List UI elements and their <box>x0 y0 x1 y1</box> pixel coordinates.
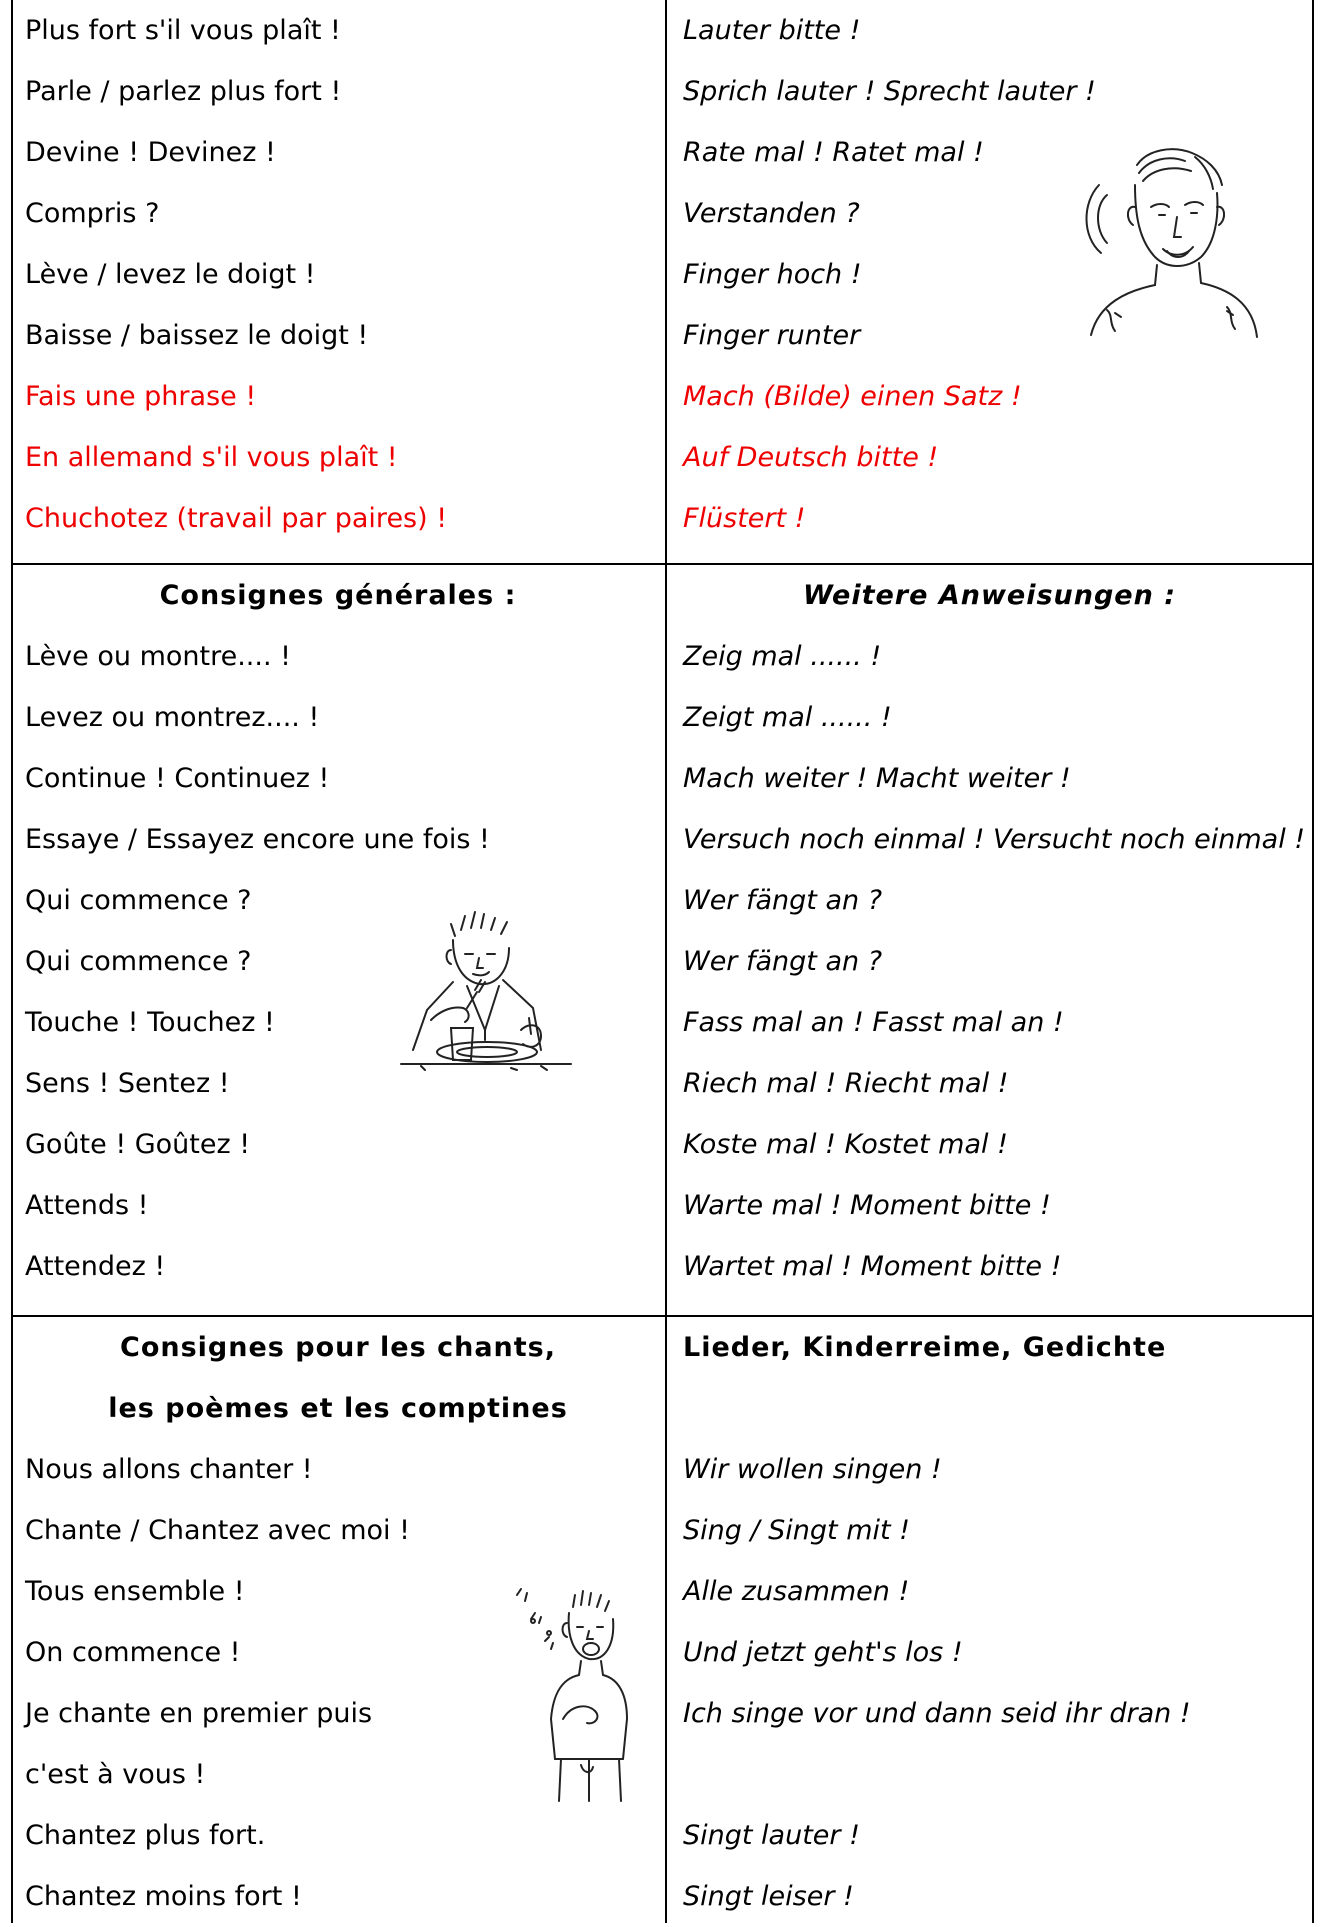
s3-right-line: Alle zusammen ! <box>683 1576 910 1607</box>
s1-left-line: Parle / parlez plus fort ! <box>25 76 342 107</box>
s2-left-line: Levez ou montrez.... ! <box>25 702 320 733</box>
s2-right-line: Mach weiter ! Macht weiter ! <box>683 763 1071 794</box>
s2-left-line: Touche ! Touchez ! <box>25 1007 275 1038</box>
section2-left-cell <box>11 565 665 1315</box>
section3-left-cell <box>11 1317 665 1923</box>
s1-right-line: Rate mal ! Ratet mal ! <box>683 137 984 168</box>
s2-left-line: Essaye / Essayez encore une fois ! <box>25 824 490 855</box>
s1-right-line: Auf Deutsch bitte ! <box>683 442 939 473</box>
s3-right-line: Wir wollen singen ! <box>683 1454 942 1485</box>
s2-right-line: Wer fängt an ? <box>683 885 883 916</box>
s3-right-line: Sing / Singt mit ! <box>683 1515 911 1546</box>
s1-left-line: Fais une phrase ! <box>25 381 257 412</box>
s1-right-line: Finger runter <box>683 320 861 351</box>
s1-left-line: Lève / levez le doigt ! <box>25 259 316 290</box>
s1-left-line: Plus fort s'il vous plaît ! <box>25 15 341 46</box>
s2-left-line: Sens ! Sentez ! <box>25 1068 230 1099</box>
s3-right-line: Und jetzt geht's los ! <box>683 1637 963 1668</box>
s2-left-line: Lève ou montre.... ! <box>25 641 291 672</box>
speaking-boy-icon <box>1077 145 1267 355</box>
eating-boy-icon <box>391 910 581 1080</box>
s3-left-header-2: les poèmes et les comptines <box>108 1393 568 1424</box>
s2-left-line: Qui commence ? <box>25 946 252 977</box>
s3-right-header: Lieder, Kinderreime, Gedichte <box>683 1332 1167 1363</box>
s2-left-line: Goûte ! Goûtez ! <box>25 1129 251 1160</box>
s3-right-line: Singt leiser ! <box>683 1881 854 1912</box>
s3-left-line: Chante / Chantez avec moi ! <box>25 1515 410 1546</box>
s3-left-line: Tous ensemble ! <box>25 1576 245 1607</box>
section3-right-cell <box>667 1317 1312 1923</box>
s1-right-line: Mach (Bilde) einen Satz ! <box>683 381 1022 412</box>
s1-right-line: Finger hoch ! <box>683 259 862 290</box>
section2-right-cell <box>667 565 1312 1315</box>
s2-right-header: Weitere Anweisungen : <box>802 580 1177 611</box>
table-border-right <box>1312 0 1314 1923</box>
s2-right-line: Riech mal ! Riecht mal ! <box>683 1068 1009 1099</box>
section1-right-cell <box>667 0 1312 563</box>
s2-right-line: Wartet mal ! Moment bitte ! <box>683 1251 1062 1282</box>
s2-right-line: Versuch noch einmal ! Versucht noch einmal ! <box>683 824 1306 855</box>
section1-left-cell <box>11 0 665 563</box>
s2-right-line: Fass mal an ! Fasst mal an ! <box>683 1007 1064 1038</box>
singing-boy-icon <box>511 1579 641 1809</box>
s2-left-line: Qui commence ? <box>25 885 252 916</box>
s1-left-line: Compris ? <box>25 198 160 229</box>
s2-right-line: Koste mal ! Kostet mal ! <box>683 1129 1008 1160</box>
s2-right-line: Zeig mal ...... ! <box>683 641 882 672</box>
s2-left-line: Attends ! <box>25 1190 149 1221</box>
s1-right-line: Flüstert ! <box>683 503 806 534</box>
s3-left-line: Je chante en premier puis <box>25 1698 373 1729</box>
s1-left-line: Chuchotez (travail par paires) ! <box>25 503 448 534</box>
s1-left-line: Baisse / baissez le doigt ! <box>25 320 369 351</box>
s3-left-line: Chantez moins fort ! <box>25 1881 302 1912</box>
s3-left-line: Chantez plus fort. <box>25 1820 266 1851</box>
vocabulary-table <box>11 0 1314 1923</box>
s2-left-header: Consignes générales : <box>159 580 517 611</box>
s1-right-line: Sprich lauter ! Sprecht lauter ! <box>683 76 1096 107</box>
s2-right-line: Zeigt mal ...... ! <box>683 702 892 733</box>
s1-right-line: Verstanden ? <box>683 198 860 229</box>
s3-left-line: c'est à vous ! <box>25 1759 206 1790</box>
s2-left-line: Attendez ! <box>25 1251 166 1282</box>
s3-right-line: Singt lauter ! <box>683 1820 860 1851</box>
s3-left-line: Nous allons chanter ! <box>25 1454 313 1485</box>
s2-left-line: Continue ! Continuez ! <box>25 763 330 794</box>
s1-left-line: Devine ! Devinez ! <box>25 137 276 168</box>
s1-left-line: En allemand s'il vous plaît ! <box>25 442 398 473</box>
s1-right-line: Lauter bitte ! <box>683 15 861 46</box>
s3-left-header-1: Consignes pour les chants, <box>120 1332 556 1363</box>
s2-right-line: Wer fängt an ? <box>683 946 883 977</box>
s3-right-line: Ich singe vor und dann seid ihr dran ! <box>683 1698 1191 1729</box>
s3-left-line: On commence ! <box>25 1637 241 1668</box>
s2-right-line: Warte mal ! Moment bitte ! <box>683 1190 1051 1221</box>
